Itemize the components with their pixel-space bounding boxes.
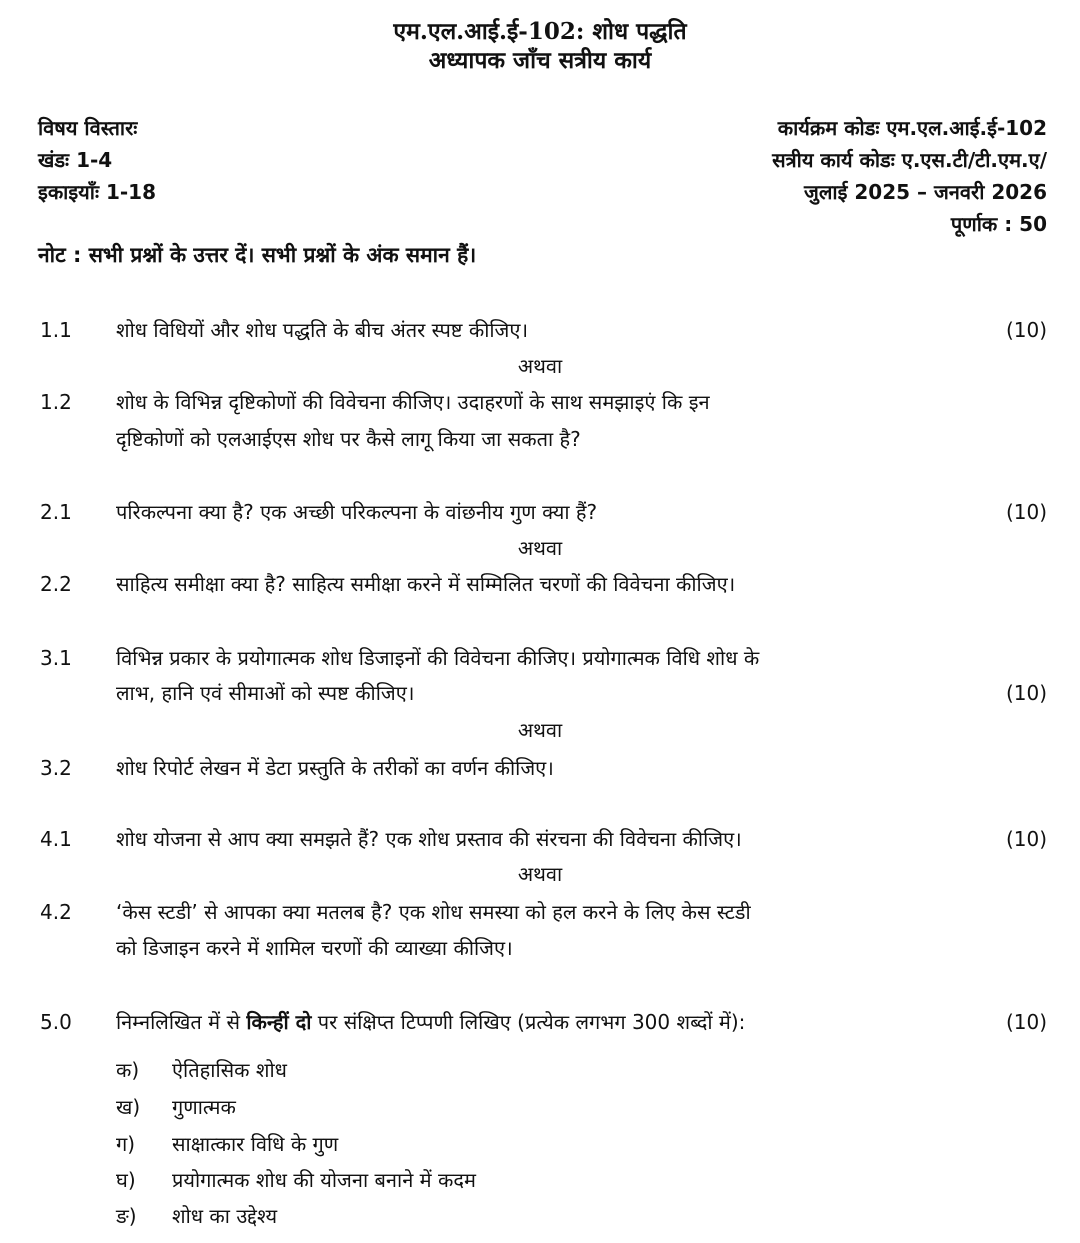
question-marks: (10): [1005, 681, 1047, 705]
question-text-emphasis: किन्हीं दो: [246, 1010, 312, 1034]
question-text: परिकल्पना क्या है? एक अच्छी परिकल्पना के वांछनीय गुण क्या हैं?: [116, 500, 598, 524]
assignment-code: सत्रीय कार्य कोडः ए.एस.टी/टी.एम.ए/: [772, 148, 1047, 172]
short-note-label: ख): [116, 1095, 141, 1119]
course-scope: [38, 112, 156, 208]
question-number: 3.1: [40, 646, 72, 670]
short-note-label: घ): [116, 1168, 136, 1192]
question-text: [116, 1004, 996, 1040]
or-divider: अथवा: [517, 354, 563, 378]
question-number: 1.1: [40, 318, 72, 342]
course-title: एम.एल.आई.ई-102: शोध पद्धति: [393, 18, 687, 45]
question-marks: (10): [1005, 827, 1047, 851]
question-number: 2.2: [40, 572, 72, 596]
short-note-text: साक्षात्कार विधि के गुण: [172, 1132, 339, 1156]
short-note-item: [116, 1052, 287, 1088]
question-text: साहित्य समीक्षा क्या है? साहित्य समीक्षा करने में सम्मिलित चरणों की विवेचना कीजिए।: [116, 572, 736, 596]
short-note-text: ऐतिहासिक शोध: [172, 1058, 287, 1082]
assignment-title: अध्यापक जाँच सत्रीय कार्य: [428, 47, 652, 74]
short-note-label: ग): [116, 1132, 136, 1156]
short-note-item: [116, 1126, 338, 1162]
short-note-item: [116, 1162, 476, 1198]
question-text: ‘केस स्टडी’ से आपका क्या मतलब है? एक शोध समस्या को हल करने के लिए केस स्टडी: [116, 900, 751, 924]
question-text: विभिन्न प्रकार के प्रयोगात्मक शोध डिजाइनों की विवेचना कीजिए। प्रयोगात्मक विधि शोध के: [116, 646, 760, 670]
instructions-note: नोट : सभी प्रश्नों के उत्तर दें। सभी प्रश्नों के अंक समान हैं।: [38, 243, 477, 267]
question-marks: (10): [1005, 1010, 1047, 1034]
question-number: 1.2: [40, 390, 72, 414]
or-divider: अथवा: [517, 862, 563, 886]
question-text-post: पर संक्षिप्त टिप्पणी लिखिए (प्रत्येक लगभग 300 शब्दों में):: [311, 1010, 746, 1034]
short-note-text: प्रयोगात्मक शोध की योजना बनाने में कदम: [172, 1168, 476, 1192]
max-marks: पूर्णाक : 50: [950, 212, 1047, 236]
question-number: 3.2: [40, 756, 72, 780]
short-note-label: ङ): [116, 1204, 137, 1228]
question-text: शोध के विभिन्न दृष्टिकोणों की विवेचना कीजिए। उदाहरणों के साथ समझाइएं कि इन: [116, 390, 710, 414]
question-text: शोध योजना से आप क्या समझते हैं? एक शोध प्रस्ताव की संरचना की विवेचना कीजिए।: [116, 827, 742, 851]
course-codes: [772, 112, 1047, 240]
question-text: शोध रिपोर्ट लेखन में डेटा प्रस्तुति के तरीकों का वर्णन कीजिए।: [116, 756, 554, 780]
short-note-label: क): [116, 1058, 140, 1082]
question-text: शोध विधियों और शोध पद्धति के बीच अंतर स्पष्ट कीजिए।: [116, 318, 529, 342]
question-text: दृष्टिकोणों को एलआईएस शोध पर कैसे लागू किया जा सकता है?: [116, 427, 581, 451]
subject-scope-label: विषय विस्तारः: [38, 116, 138, 140]
units-range: इकाइयाँः 1-18: [38, 180, 157, 204]
session: जुलाई 2025 – जनवरी 2026: [804, 180, 1047, 204]
question-number: 4.1: [40, 827, 72, 851]
short-note-text: गुणात्मक: [172, 1095, 236, 1119]
program-code: कार्यक्रम कोडः एम.एल.आई.ई-102: [777, 116, 1047, 140]
question-marks: (10): [1005, 500, 1047, 524]
question-number: 5.0: [40, 1010, 72, 1034]
short-note-item: [116, 1089, 236, 1125]
question-number: 4.2: [40, 900, 72, 924]
question-number: 2.1: [40, 500, 72, 524]
short-note-text: शोध का उद्देश्य: [172, 1204, 278, 1228]
question-text: को डिजाइन करने में शामिल चरणों की व्याख्या कीजिए।: [116, 936, 513, 960]
or-divider: अथवा: [517, 536, 563, 560]
question-text: लाभ, हानि एवं सीमाओं को स्पष्ट कीजिए।: [116, 681, 415, 705]
question-marks: (10): [1005, 318, 1047, 342]
question-text-pre: निम्नलिखित में से: [116, 1010, 247, 1034]
or-divider: अथवा: [517, 718, 563, 742]
blocks-range: खंडः 1-4: [38, 148, 113, 172]
short-note-item: [116, 1198, 277, 1234]
